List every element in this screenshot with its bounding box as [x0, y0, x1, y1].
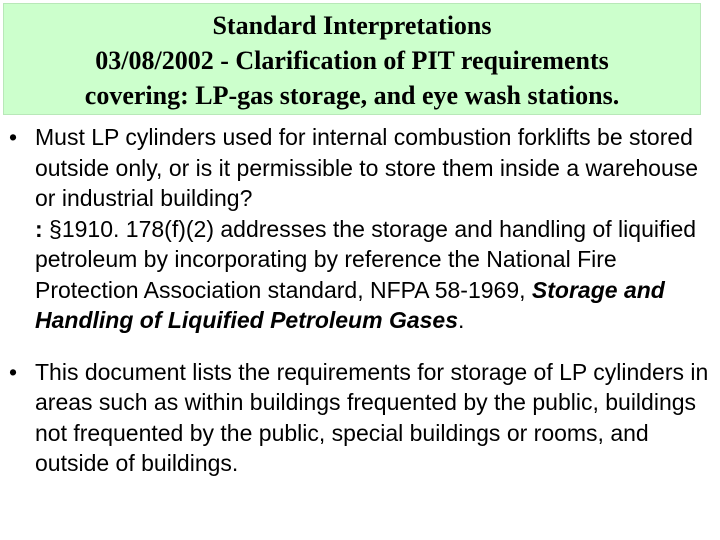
title-line-1: Standard Interpretations — [212, 11, 492, 40]
document-text: This document lists the requirements for storage of LP cylinders in areas such as within buildings frequented by the public, buildings not frequented by the public, special buildings or rooms, and outside of buildings. — [35, 358, 709, 476]
slide-title-box — [3, 3, 701, 115]
answer-end: . — [458, 307, 465, 333]
answer-prefix: : — [35, 215, 43, 242]
bullet-item-document — [0, 357, 720, 479]
slide-body — [0, 120, 720, 479]
standard-title: Storage and Handling of Liquified Petroleum Gases — [35, 276, 665, 333]
title-line-3: covering: LP-gas storage, and eye wash stations. — [84, 81, 620, 110]
bullet-icon: • — [9, 358, 18, 385]
title-line-2: 03/08/2002 - Clarification of PIT requirements — [95, 46, 609, 75]
bullet-icon: • — [9, 124, 18, 150]
answer-text: §1910. 178(f)(2) addresses the storage and handling of liquified petroleum by incorporating by reference the National Fire Protection Association standard, NFPA 58-1969, — [35, 215, 697, 303]
question-text: Must LP cylinders used for internal combustion forklifts be stored outside only, or is it permissible to store them inside a warehouse or industrial building? — [35, 124, 699, 211]
bullet-item-question — [0, 122, 720, 336]
